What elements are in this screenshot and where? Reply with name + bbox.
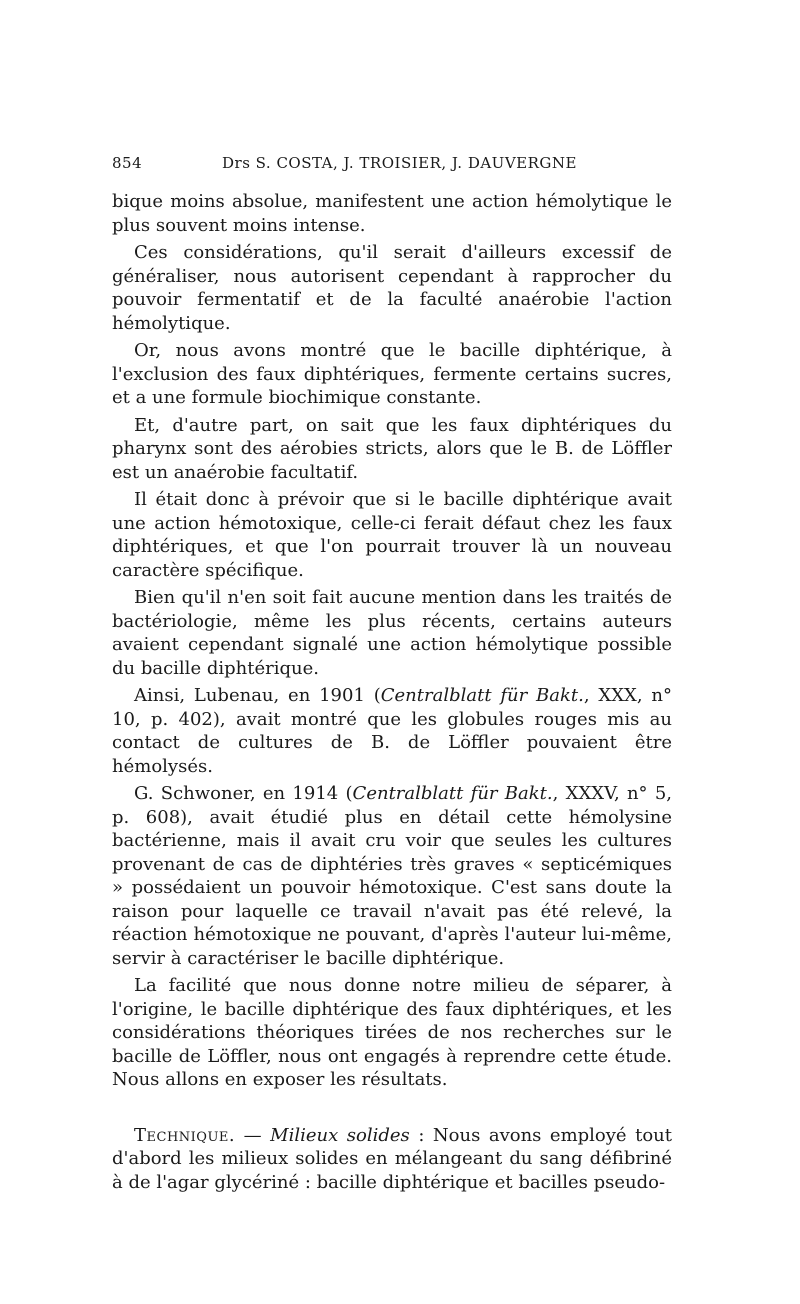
paragraph-prevision: Il était donc à prévoir que si le bacille diphtérique avait une action hémotoxique, celle-ci ferait défaut chez les faux diphtériques, et que l'on pourrait trouver là un nouveau caractère spécifique.	[112, 489, 672, 581]
paragraph-considerations: Ces considérations, qu'il serait d'ailleurs excessif de généraliser, nous autorisent cependant à rapprocher du pouvoir fermentatif et de la faculté anaérobie l'action hémolytique.	[112, 242, 672, 334]
paragraph-auteurs: Bien qu'il n'en soit fait aucune mention dans les traités de bactériologie, même les plus récents, certains auteurs avaient cependant signalé une action hémolytique possible du bacille diphtérique.	[112, 587, 672, 679]
technique-text: : Nous avons employé tout d'abord les milieux solides en mélangeant du sang défibriné à de l'agar glycériné : bacille diphtérique et bacilles pseudo-	[112, 1124, 672, 1193]
lubenau-text-a: Ainsi, Lubenau, en 1901 (	[134, 685, 381, 706]
technique-heading: Technique.	[134, 1124, 236, 1146]
paragraph-lubenau	[112, 684, 672, 778]
schwoner-text-b: , XXXV, n° 5, p. 608), avait étudié plus en détail cette hémolysine bactérienne, mais il avait cru voir que seules les cultures provenant de cas de diphtéries très graves « septicémiques » possédaient un pouvoir hémotoxique. C'est sans doute la raison pour laquelle ce travail n'avait pas été relevé, la réaction hémotoxique ne pouvant, d'après l'auteur lui-même, servir à caractériser le bacille diphtérique.	[112, 783, 673, 969]
page-number: 854	[112, 154, 143, 172]
paragraph-aerobies: Et, d'autre part, on sait que les faux diphtériques du pharynx sont des aérobies stricts, alors que le B. de Löffler est un anaérobie facultatif.	[112, 414, 672, 483]
technique-subheading: Milieux solides	[270, 1124, 410, 1146]
page-header	[112, 154, 672, 180]
body-text	[112, 190, 672, 1198]
schwoner-text-a: G. Schwoner, en 1914 (	[134, 783, 353, 804]
paragraph-facilite: La facilité que nous donne notre milieu de séparer, à l'origine, le bacille diphtérique des faux diphtériques, et les considérations théoriques tirées de nos recherches sur le bacille de Löffler, nous ont engagés à reprendre cette étude. Nous allons en exposer les résultats.	[112, 975, 672, 1090]
schwoner-journal: Centralblatt für Bakt.	[352, 783, 553, 804]
paragraph-technique	[112, 1124, 672, 1195]
lubenau-text-b: , XXX, n° 10, p. 402), avait montré que les globules rouges mis au contact de cultures de B. de Löffler pouvaient être hémolysés.	[112, 685, 672, 777]
running-head: Drs S. COSTA, J. TROISIER, J. DAUVERGNE	[222, 154, 577, 172]
paragraph-continuation: bique moins absolue, manifestent une action hémolytique le plus souvent moins intense.	[112, 191, 672, 236]
paragraph-sucres: Or, nous avons montré que le bacille diphtérique, à l'exclusion des faux diphtériques, fermente certains sucres, et a une formule biochimique constante.	[112, 340, 672, 408]
technique-dash: —	[235, 1124, 271, 1146]
paragraph-schwoner	[112, 782, 672, 970]
lubenau-journal: Centralblatt für Bakt.	[380, 685, 584, 706]
